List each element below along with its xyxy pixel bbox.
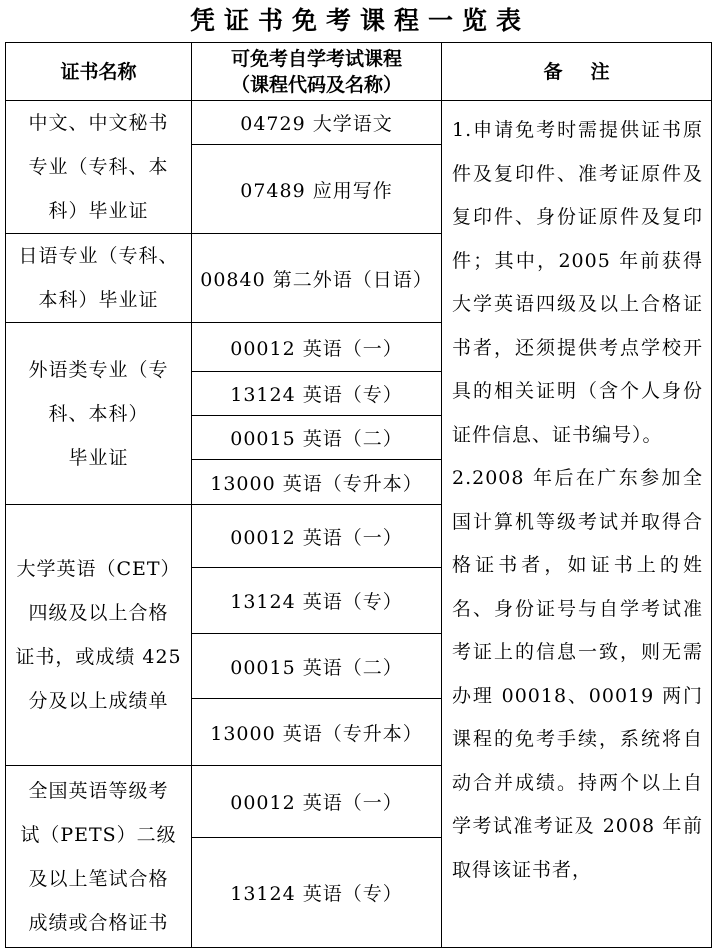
certificate-line: 科）毕业证 bbox=[48, 200, 149, 222]
certificate-line: 试（PETS）二级 bbox=[20, 823, 177, 846]
course-cell: 13000 英语（专升本） bbox=[192, 460, 442, 505]
course-cell: 13000 英语（专升本） bbox=[192, 699, 442, 766]
remark-paragraph-1: 1.申请免考时需提供证书原件及复印件、准考证原件及复印件、身份证原件及复印件；其中，2005 年前获得大学英语四级及以上合格证书者，还须提供考点学校开具的相关证明（含个人身份证件信息、证书编号）。 bbox=[452, 119, 703, 446]
certificate-line: 日语专业（专科、 bbox=[18, 245, 179, 267]
header-exempt-courses bbox=[192, 43, 442, 101]
certificate-cell bbox=[6, 766, 192, 948]
certificate-line: 四级及以上合格 bbox=[28, 602, 169, 624]
certificate-line: 成绩或合格证书 bbox=[28, 911, 169, 934]
certificate-cell bbox=[6, 323, 192, 505]
certificate-line: 分及以上成绩单 bbox=[28, 690, 169, 712]
certificate-line: 证书，或成绩 425 bbox=[15, 646, 182, 668]
course-cell: 04729 大学语文 bbox=[192, 101, 442, 145]
remarks-cell bbox=[442, 101, 712, 948]
header-remarks: 备注 bbox=[442, 43, 712, 101]
course-cell: 13124 英语（专） bbox=[192, 838, 442, 948]
course-cell: 00012 英语（一） bbox=[192, 766, 442, 838]
certificate-line: 外语类专业（专 bbox=[28, 358, 169, 381]
course-cell: 00015 英语（二） bbox=[192, 634, 442, 699]
header-courses-line1: 可免考自学考试课程 bbox=[230, 47, 402, 70]
certificate-line: 专业（专科、本 bbox=[28, 156, 169, 178]
remark-paragraph-2: 2.2008 年后在广东参加全国计算机等级考试并取得合格证书者，如证书上的姓名、身份证号与自学考试准考证上的信息一致，则无需办理 00018、00019 两门课程的免考手续，系统将自动合并成绩。持两个以上自学考试准考证及 2008 年前取得该证书者， bbox=[452, 467, 703, 881]
table-row bbox=[6, 101, 712, 145]
course-cell: 13124 英语（专） bbox=[192, 568, 442, 634]
course-cell: 00840 第二外语（日语） bbox=[192, 234, 442, 323]
certificate-line: 毕业证 bbox=[68, 446, 129, 469]
course-cell: 13124 英语（专） bbox=[192, 372, 442, 416]
header-courses-line2: （课程代码及名称） bbox=[230, 73, 402, 96]
header-certificate-name: 证书名称 bbox=[6, 43, 192, 101]
course-cell: 07489 应用写作 bbox=[192, 145, 442, 234]
course-cell: 00012 英语（一） bbox=[192, 323, 442, 372]
certificate-cell bbox=[6, 101, 192, 234]
page-title: 凭证书免考课程一览表 bbox=[189, 6, 530, 35]
certificate-cell bbox=[6, 505, 192, 766]
certificate-line: 科、本科） bbox=[48, 402, 149, 425]
certificate-line: 及以上笔试合格 bbox=[28, 867, 169, 890]
certificate-line: 全国英语等级考 bbox=[28, 779, 169, 802]
course-cell: 00012 英语（一） bbox=[192, 505, 442, 568]
header-row bbox=[6, 43, 712, 101]
certificate-cell bbox=[6, 234, 192, 323]
course-cell: 00015 英语（二） bbox=[192, 416, 442, 460]
exemption-table bbox=[5, 42, 712, 948]
certificate-line: 中文、中文秘书 bbox=[28, 112, 169, 134]
certificate-line: 大学英语（CET） bbox=[16, 558, 181, 580]
certificate-line: 本科）毕业证 bbox=[38, 289, 159, 311]
